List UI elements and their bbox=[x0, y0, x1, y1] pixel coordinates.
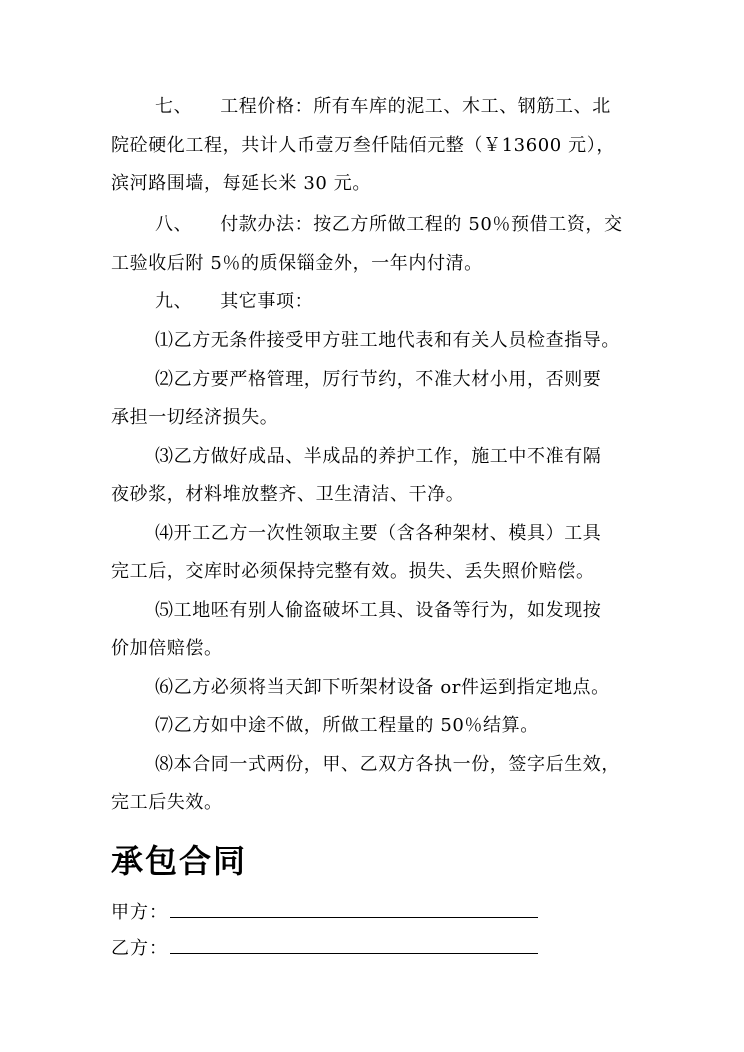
item-list bbox=[111, 322, 656, 823]
clause-number: 九、 bbox=[155, 291, 193, 312]
party-a-signature-field[interactable] bbox=[170, 899, 538, 918]
list-item: ⑺乙方如中途不做，所做工程量的 50％结算。 bbox=[155, 715, 539, 736]
party-a-line bbox=[111, 898, 538, 924]
list-item-continuation: 价加倍赔偿。 bbox=[111, 638, 223, 659]
list-item: ⑶乙方做好成品、半成品的养护工作，施工中不准有隔 bbox=[155, 445, 602, 467]
list-item: ⑵乙方要严格管理，厉行节约，不准大材小用，否则要 bbox=[155, 368, 602, 390]
clause-text: 院砼硬化工程，共计人币壹万叁仟陆佰元整（￥13600 元）， bbox=[111, 134, 615, 156]
list-item: ⑷开工乙方一次性领取主要（含各种架材、模具）工具 bbox=[155, 522, 602, 544]
list-item-continuation: 承担一切经济损失。 bbox=[111, 407, 279, 428]
clause-text: 工程价格：所有车库的泥工、木工、钢筋工、北 bbox=[220, 96, 611, 117]
clause-nine bbox=[111, 283, 656, 322]
list-item-continuation: 完工后失效。 bbox=[111, 792, 223, 813]
party-b-line bbox=[111, 934, 538, 960]
party-b-label: 乙方： bbox=[111, 938, 168, 959]
clause-eight bbox=[111, 206, 656, 283]
list-item: ⑻本合同一式两份，甲、乙双方各执一份，签字后生效， bbox=[155, 753, 620, 775]
clause-seven bbox=[111, 88, 656, 204]
party-b-signature-field[interactable] bbox=[170, 935, 538, 954]
contract-title: 承包合同 bbox=[111, 842, 248, 880]
clause-text: 其它事项： bbox=[220, 291, 314, 312]
clause-number: 七、 bbox=[155, 96, 193, 117]
list-item-continuation: 完工后，交库时必须保持完整有效。损失、丢失照价赔偿。 bbox=[111, 561, 595, 582]
party-a-label: 甲方： bbox=[111, 902, 168, 923]
list-item: ⑹乙方必须将当天卸下听架材设备 or件运到指定地点。 bbox=[155, 676, 610, 698]
clause-text: 付款办法：按乙方所做工程的 50％预借工资，交 bbox=[220, 214, 623, 235]
list-item: ⑸工地呸有别人偷盗破坏工具、设备等行为，如发现按 bbox=[155, 599, 602, 621]
list-item-continuation: 夜砂浆，材料堆放整齐、卫生清洁、干净。 bbox=[111, 484, 465, 505]
clause-number: 八、 bbox=[155, 214, 193, 235]
clause-text: 滨河路围墙，每延长米 30 元。 bbox=[111, 173, 371, 194]
list-item: ⑴乙方无条件接受甲方驻工地代表和有关人员检查指导。 bbox=[155, 330, 620, 351]
clause-text: 工验收后附 5％的质保锱金外，一年内付清。 bbox=[111, 252, 483, 274]
